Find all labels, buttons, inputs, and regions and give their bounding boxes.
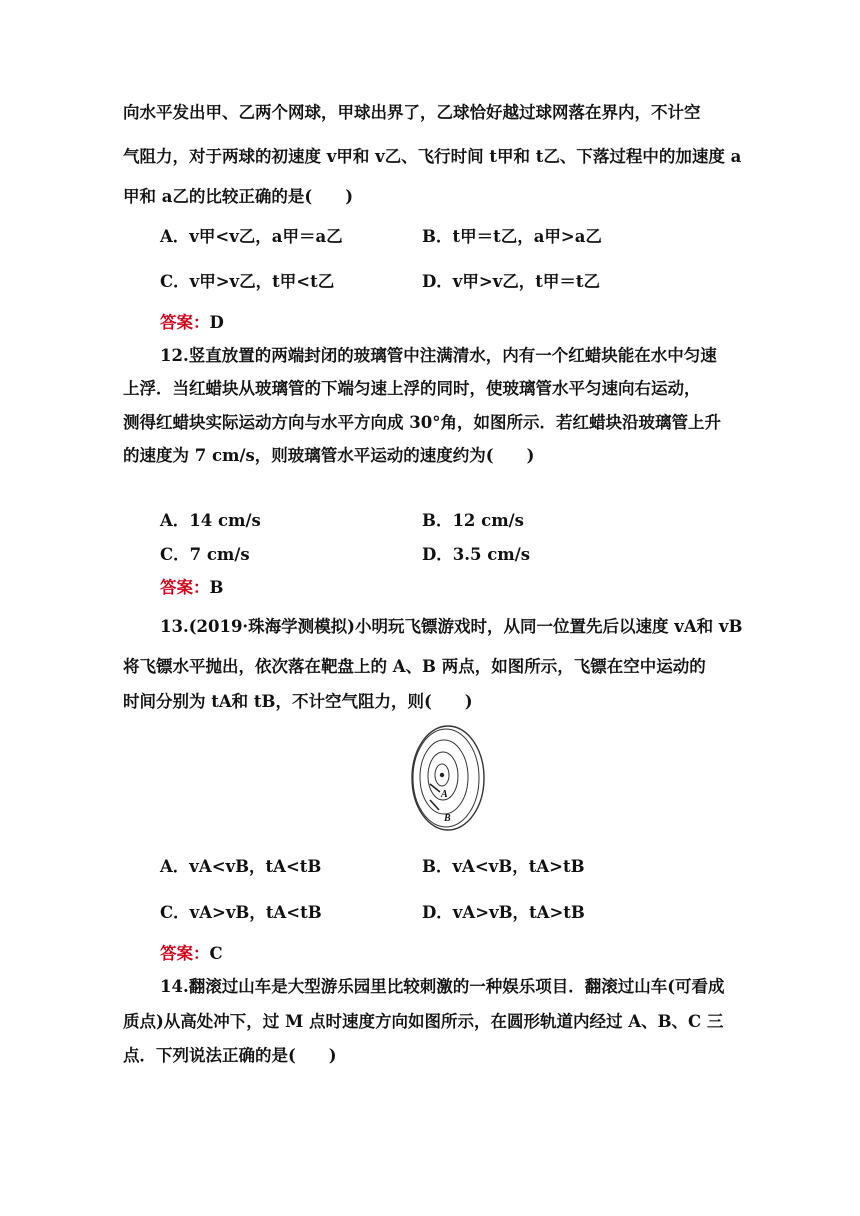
figure-label-a: A <box>441 789 448 800</box>
q11-option-b: B．t甲＝t乙，a甲>a乙 <box>422 227 602 246</box>
q12-answer <box>160 578 223 598</box>
q13-option-b: B．vA<vB，tA>tB <box>422 857 585 876</box>
q13-answer-label: 答案： <box>160 944 210 963</box>
q12-text-line-4: 的速度为 7 cm/s，则玻璃管水平运动的速度约为( ) <box>123 446 535 465</box>
q11-answer-value: D <box>209 313 224 332</box>
q13-answer <box>160 944 223 964</box>
q11-answer-label: 答案： <box>160 313 210 332</box>
q11-text-line-1: 向水平发出甲、乙两个网球，甲球出界了，乙球恰好越过球网落在界内，不计空 <box>123 103 701 122</box>
q13-option-c: C．vA>vB，tA<tB <box>160 903 322 922</box>
q12-option-d: D．3.5 cm/s <box>422 545 531 564</box>
q11-option-a: A．v甲<v乙，a甲＝a乙 <box>160 227 343 246</box>
q12-option-a: A．14 cm/s <box>160 511 261 530</box>
q11-option-d: D．v甲>v乙，t甲＝t乙 <box>422 272 601 291</box>
q13-text-line-3: 时间分别为 tA和 tB，不计空气阻力，则( ) <box>123 692 473 711</box>
q13-option-d: D．vA>vB，tA>tB <box>422 903 585 922</box>
q12-answer-value: B <box>209 578 224 597</box>
q14-text-line-3: 点．下列说法正确的是( ) <box>123 1046 337 1065</box>
q11-answer <box>160 313 224 333</box>
q11-text-line-3: 甲和 a乙的比较正确的是( ) <box>123 187 354 206</box>
q12-text-line-2: 上浮．当红蜡块从玻璃管的下端匀速上浮的同时，使玻璃管水平匀速向右运动， <box>123 379 701 398</box>
dartboard-figure <box>408 722 488 834</box>
bullseye <box>440 773 444 777</box>
q13-answer-value: C <box>209 944 223 963</box>
figure-label-b: B <box>444 813 451 824</box>
q14-text-line-1: 14.翻滚过山车是大型游乐园里比较刺激的一种娱乐项目．翻滚过山车(可看成 <box>160 977 725 996</box>
q12-text-line-3: 测得红蜡块实际运动方向与水平方向成 30°角，如图所示．若红蜡块沿玻璃管上升 <box>123 413 721 432</box>
q11-option-c: C．v甲>v乙，t甲<t乙 <box>160 272 335 291</box>
q12-option-c: C．7 cm/s <box>160 545 250 564</box>
q14-text-line-2: 质点)从高处冲下，过 M 点时速度方向如图所示，在圆形轨道内经过 A、B、C 三 <box>123 1012 724 1031</box>
q13-text-line-2: 将飞镖水平抛出，依次落在靶盘上的 A、B 两点，如图所示，飞镖在空中运动的 <box>123 657 706 676</box>
q12-text-line-1: 12.竖直放置的两端封闭的玻璃管中注满清水，内有一个红蜡块能在水中匀速 <box>160 346 717 365</box>
q13-option-a: A．vA<vB，tA<tB <box>160 857 322 876</box>
q11-text-line-2: 气阻力，对于两球的初速度 v甲和 v乙、飞行时间 t甲和 t乙、下落过程中的加速度 a <box>123 147 742 166</box>
q12-answer-label: 答案： <box>160 578 210 597</box>
q12-option-b: B．12 cm/s <box>422 511 524 530</box>
q13-text-line-1: 13.(2019·珠海学测模拟)小明玩飞镖游戏时，从同一位置先后以速度 vA和 vB <box>160 617 743 636</box>
